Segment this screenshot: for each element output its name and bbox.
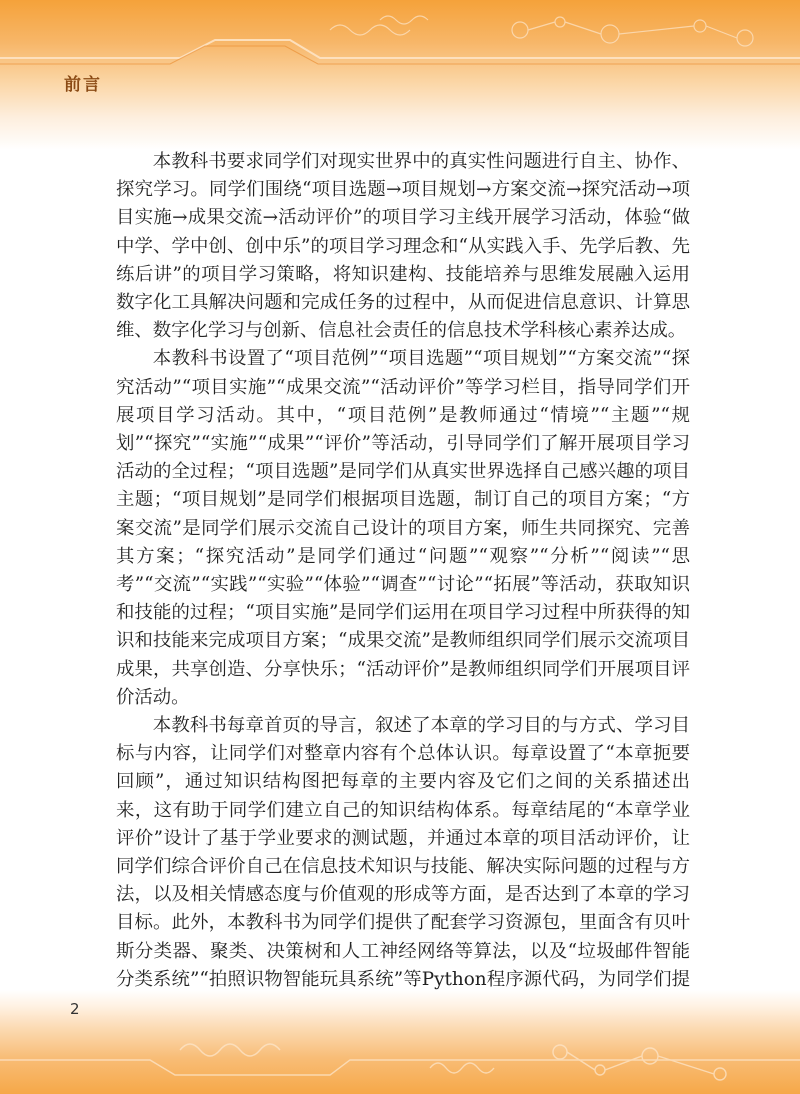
- paragraph-2: 本教科书设置了“项目范例”“项目选题”“项目规划”“方案交流”“探究活动”“项目实施”“成果交流”“活动评价”等学习栏目，指导同学们开展项目学习活动。其中，“项目范例”是教师通过“情境”“主题”“规划”“探究”“实施”“成果”“评价”等活动，引导同学们了解开展项目学习活动的全过程；“项目选题”是同学们从真实世界选择自己感兴趣的项目主题；“项目规划”是同学们根据项目选题，制订自己的项目方案；“方案交流”是同学们展示交流自己设计的项目方案，师生共同探究、完善其方案；“探究活动”是同学们通过“问题”“观察”“分析”“阅读”“思考”“交流”“实践”“实验”“体验”“调查”“讨论”“拓展”等活动，获取知识和技能的过程；“项目实施”是同学们运用在项目学习过程中所获得的知识和技能来完成项目方案；“成果交流”是教师组织同学们展示交流项目成果，共享创造、分享快乐；“活动评价”是教师组织同学们开展项目评价活动。: [116, 348, 690, 708]
- footer-circuit-decoration: [0, 990, 800, 1094]
- footer-decorative-band: [0, 990, 800, 1094]
- page-number: 2: [70, 1000, 80, 1018]
- section-title: 前言: [64, 75, 102, 95]
- paragraph-3: 本教科书每章首页的导言，叙述了本章的学习目的与方式、学习目标与内容，让同学们对整章内容有个总体认识。每章设置了“本章扼要回顾”，通过知识结构图把每章的主要内容及它们之间的关系描述出来，这有助于同学们建立自己的知识结构体系。每章结尾的“本章学业评价”设计了基于学业要求的测试题，并通过本章的项目活动评价，让同学们综合评价自己在信息技术知识与技能、解决实际问题的过程与方法，以及相关情感态度与价值观的形成等方面，是否达到了本章的学习目标。此外，本教科书为同学们提供了配套学习资源包，里面含有贝叶斯分类器、聚类、决策树和人工神经网络等算法，以及“垃圾邮件智能分类系统”“拍照识物智能玩具系统”等Python程序源代码，为同学们提: [116, 715, 690, 990]
- paragraph-1: 本教科书要求同学们对现实世界中的真实性问题进行自主、协作、探究学习。同学们围绕“项目选题→项目规划→方案交流→探究活动→项目实施→成果交流→活动评价”的项目学习主线开展学习活动，体验“做中学、学中创、创中乐”的项目学习理念和“从实践入手、先学后教、先练后讲”的项目学习策略，将知识建构、技能培养与思维发展融入运用数字化工具解决问题和完成任务的过程中，从而促进信息意识、计算思维、数字化学习与创新、信息社会责任的信息技术学科核心素养达成。: [116, 151, 690, 342]
- header-circuit-decoration: [0, 0, 800, 150]
- body-text: [116, 148, 690, 1051]
- header-decorative-band: [0, 0, 800, 150]
